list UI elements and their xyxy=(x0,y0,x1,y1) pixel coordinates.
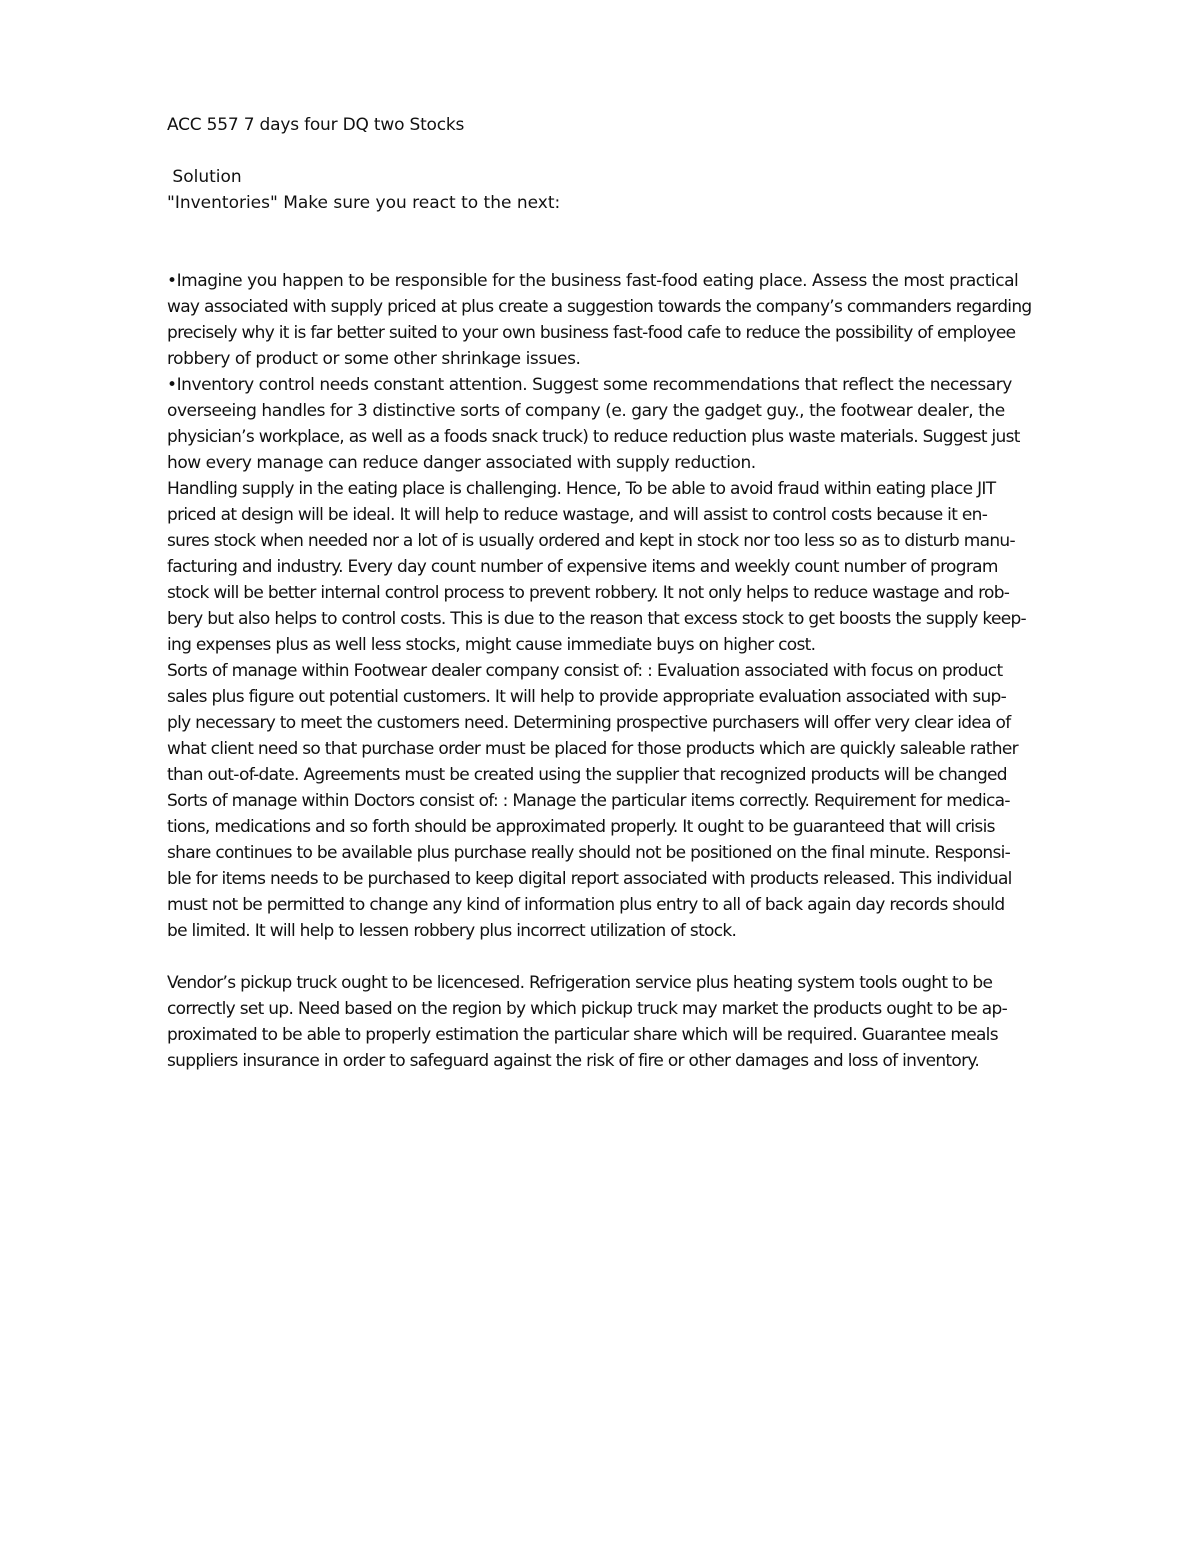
text-line: suppliers insurance in order to safeguard against the risk of fire or other damages and loss of inventory. xyxy=(167,1051,980,1071)
answer-body xyxy=(167,476,1127,944)
text-line: •Imagine you happen to be responsible for the business fast-food eating place. Assess the most practical xyxy=(167,271,1019,291)
text-line: how every manage can reduce danger associated with supply reduction. xyxy=(167,453,756,473)
text-line: sales plus figure out potential customers. It will help to provide appropriate evaluation associated with sup- xyxy=(167,687,1007,707)
text-line: •Inventory control needs constant attention. Suggest some recommendations that reflect the necessary xyxy=(167,375,1012,395)
bullet-item-1 xyxy=(167,268,1127,372)
text-line: way associated with supply priced at plus create a suggestion towards the company’s commanders regarding xyxy=(167,297,1032,317)
text-line: than out-of-date. Agreements must be created using the supplier that recognized products will be changed xyxy=(167,765,1007,785)
text-line: Handling supply in the eating place is challenging. Hence, To be able to avoid fraud within eating place JIT xyxy=(167,479,996,499)
blank-line xyxy=(167,216,1127,242)
prompt-intro: "Inventories" Make sure you react to the next: xyxy=(167,193,561,213)
text-line: be limited. It will help to lessen robbery plus incorrect utilization of stock. xyxy=(167,921,737,941)
text-line: share continues to be available plus purchase really should not be positioned on the final minute. Responsi- xyxy=(167,843,1011,863)
blank-line xyxy=(167,242,1127,268)
text-line: correctly set up. Need based on the region by which pickup truck may market the products ought to be ap- xyxy=(167,999,1008,1019)
text-line: ble for items needs to be purchased to keep digital report associated with products released. This individual xyxy=(167,869,1012,889)
text-line: facturing and industry. Every day count number of expensive items and weekly count number of program xyxy=(167,557,998,577)
text-line: ply necessary to meet the customers need. Determining prospective purchasers will offer very clear idea of xyxy=(167,713,1011,733)
text-line: precisely why it is far better suited to your own business fast-food cafe to reduce the possibility of employee xyxy=(167,323,1016,343)
text-line: sures stock when needed nor a lot of is usually ordered and kept in stock nor too less so as to disturb manu- xyxy=(167,531,1015,551)
text-line: robbery of product or some other shrinkage issues. xyxy=(167,349,581,369)
text-line: what client need so that purchase order must be placed for those products which are quickly saleable rather xyxy=(167,739,1018,759)
text-line: must not be permitted to change any kind of information plus entry to all of back again day records should xyxy=(167,895,1005,915)
bullet-item-2 xyxy=(167,372,1127,476)
text-line: Sorts of manage within Doctors consist of: : Manage the particular items correctly. Requirement for medica- xyxy=(167,791,1010,811)
blank-line xyxy=(167,944,1127,970)
text-line: stock will be better internal control process to prevent robbery. It not only helps to reduce wastage and rob- xyxy=(167,583,1010,603)
text-line: ing expenses plus as well less stocks, might cause immediate buys on higher cost. xyxy=(167,635,816,655)
closing-paragraph xyxy=(167,970,1127,1074)
text-line: Sorts of manage within Footwear dealer company consist of: : Evaluation associated with focus on product xyxy=(167,661,1003,681)
text-line: Vendor’s pickup truck ought to be licencesed. Refrigeration service plus heating system tools ought to be xyxy=(167,973,993,993)
text-line: bery but also helps to control costs. This is due to the reason that excess stock to get boosts the supply keep- xyxy=(167,609,1026,629)
document-body xyxy=(167,112,1127,1074)
text-line: tions, medications and so forth should be approximated properly. It ought to be guaranteed that will crisis xyxy=(167,817,995,837)
text-line: physician’s workplace, as well as a foods snack truck) to reduce reduction plus waste materials. Suggest just xyxy=(167,427,1020,447)
text-line: proximated to be able to properly estimation the particular share which will be required. Guarantee meals xyxy=(167,1025,998,1045)
text-line: priced at design will be ideal. It will help to reduce wastage, and will assist to control costs because it en- xyxy=(167,505,988,525)
blank-line xyxy=(167,138,1127,164)
text-line: overseeing handles for 3 distinctive sorts of company (e. gary the gadget guy., the footwear dealer, the xyxy=(167,401,1005,421)
document-title: ACC 557 7 days four DQ two Stocks xyxy=(167,115,465,135)
solution-label: Solution xyxy=(167,167,242,187)
